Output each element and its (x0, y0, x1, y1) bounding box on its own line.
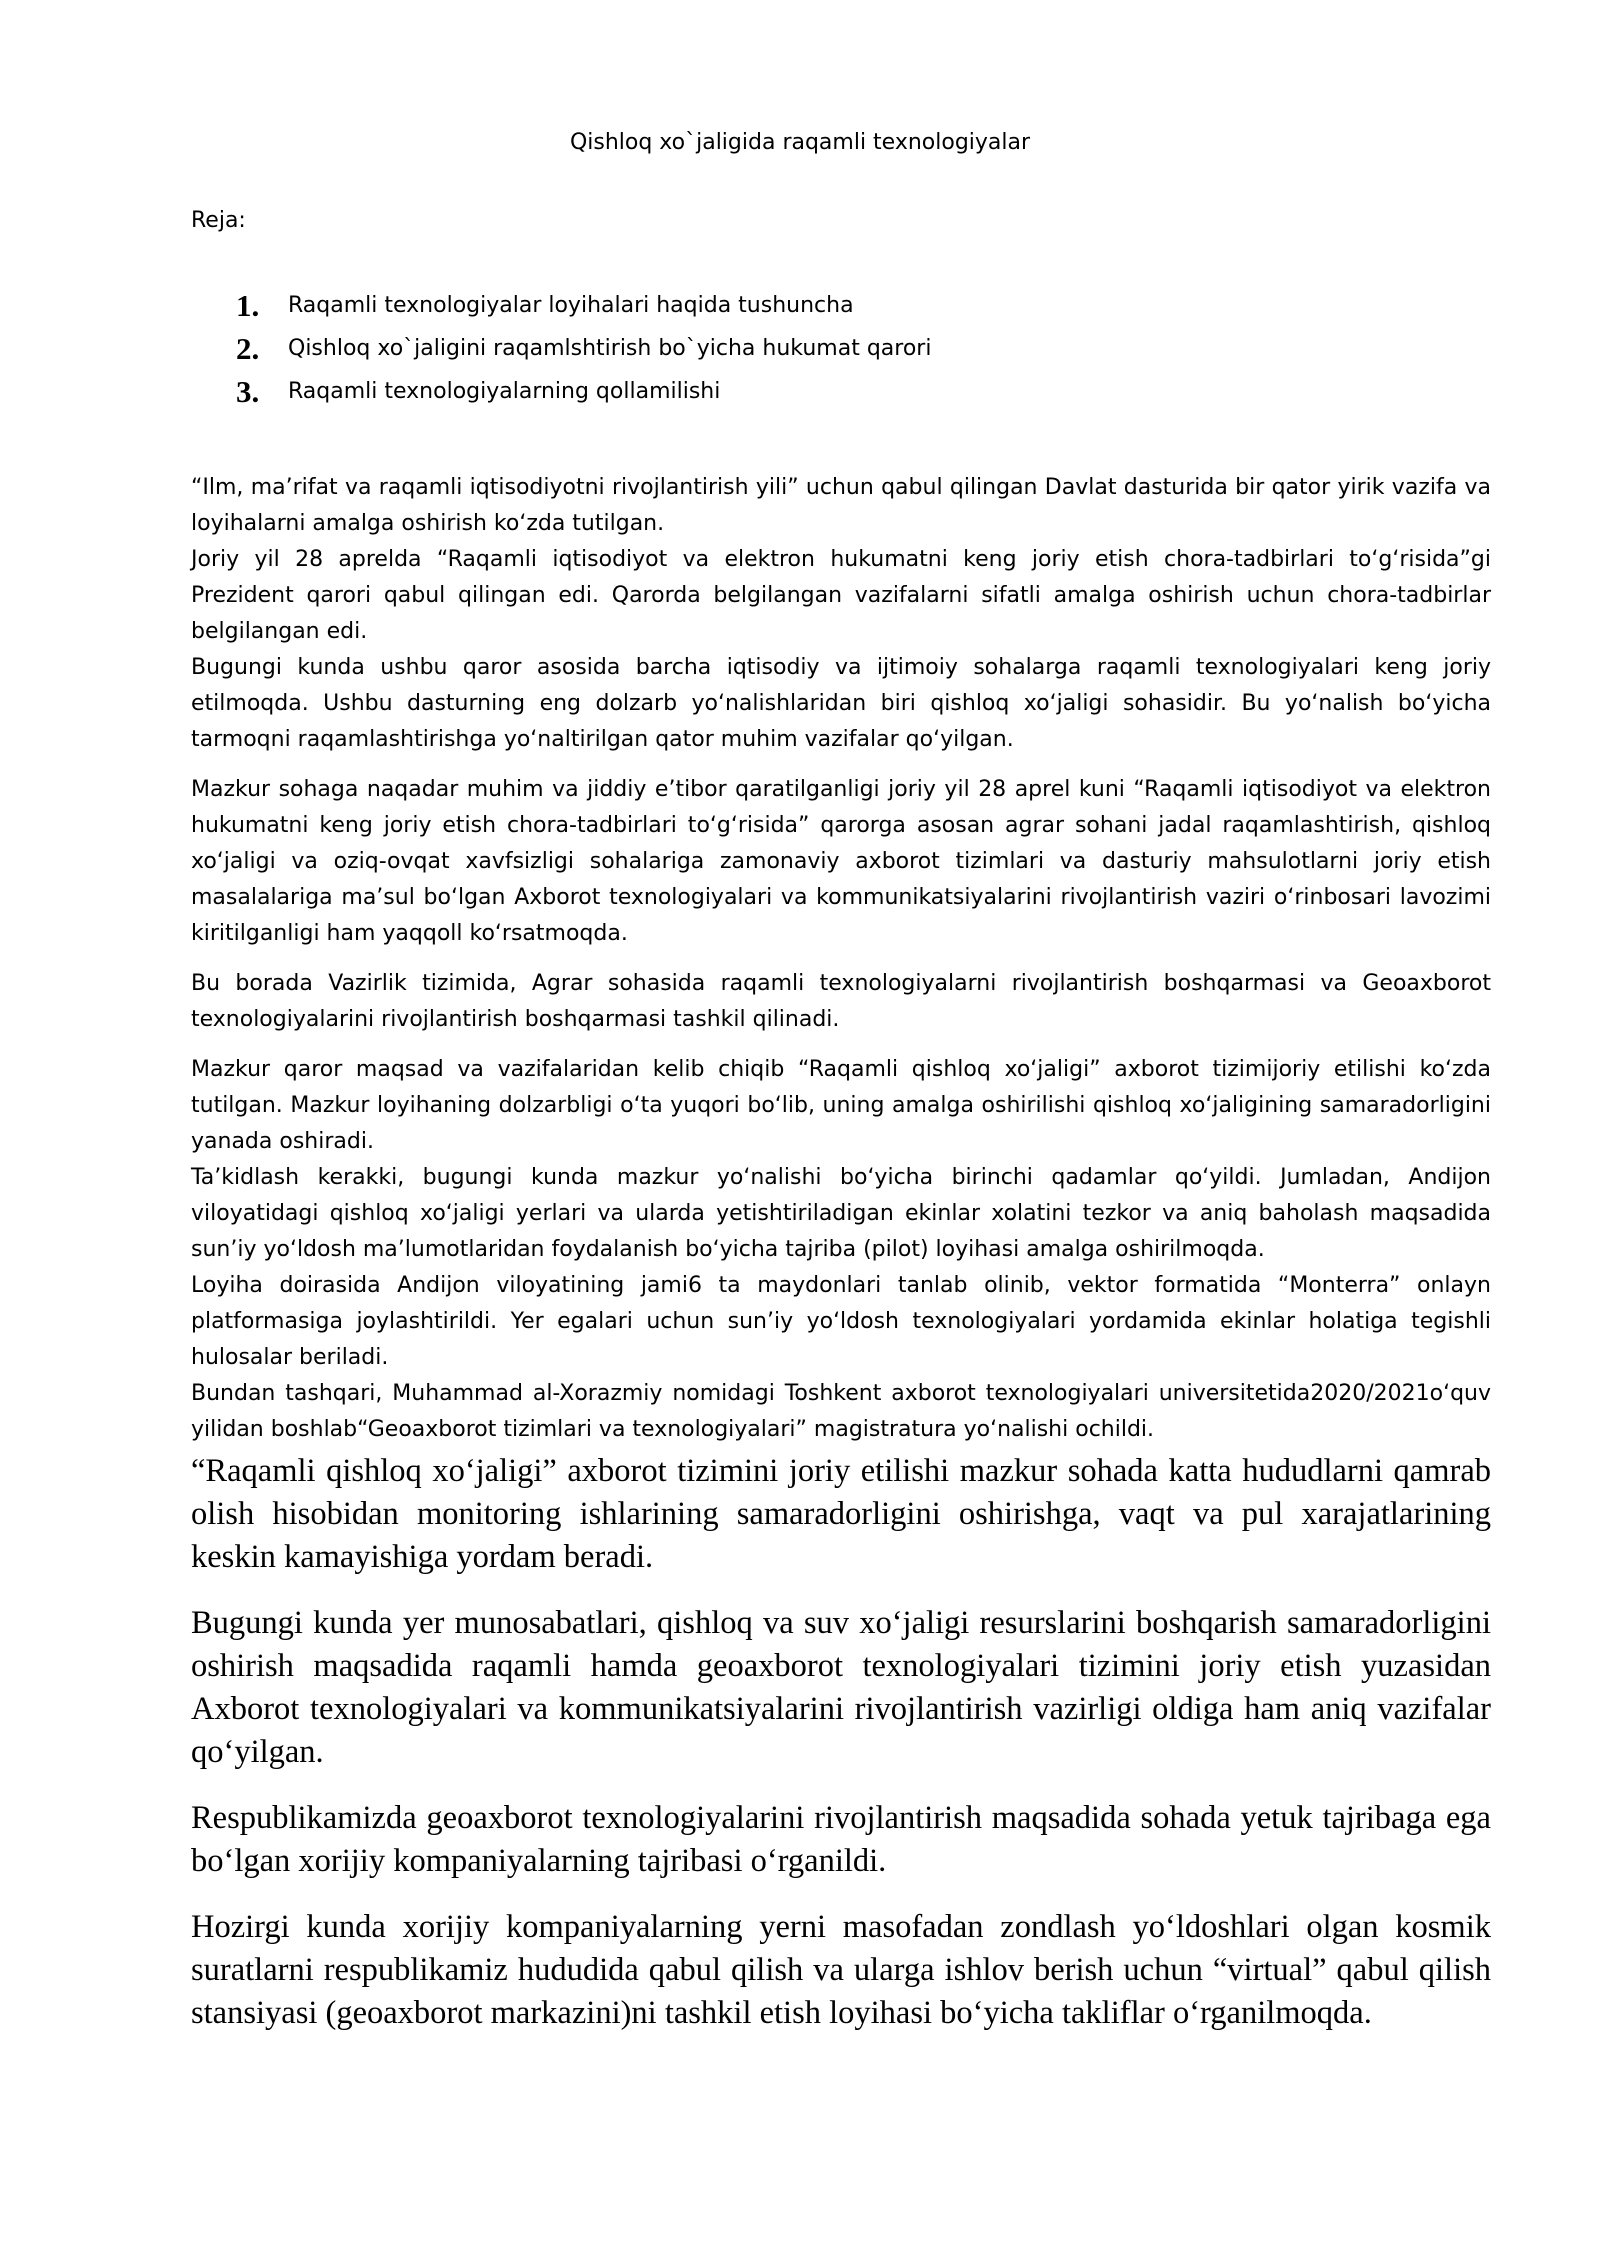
plan-item (236, 370, 931, 413)
body-paragraph: Mazkur sohaga naqadar muhim va jiddiy e’tibor qaratilganligi joriy yil 28 aprel kuni “Raqamli iqtisodiyot va elektron hukumatni keng joriy etish chora-tadbirlari to‘g‘risida” qarorga asosan agrar sohani jadal raqamlashtirish, qishloq xo‘jaligi va oziq-ovqat xavfsizligi sohalariga zamonaviy axborot tizimlari va dasturiy mahsulotlarni joriy etish masalalariga ma’sul bo‘lgan Axborot texnologiyalari va kommunikatsiyalarini rivojlantirish vaziri o‘rinbosari lavozimi kiritilganligi ham yaqqoll ko‘rsatmoqda. (191, 777, 1491, 946)
body-paragraph-large: Hozirgi kunda xorijiy kompaniyalarning yerni masofadan zondlash yo‘ldoshlari olgan kosmik suratlarni respublikamiz hududida qabul qilish va ularga ishlov berish uchun “virtual” qabul qilish stansiyasi (geoaxborot markazini)ni tashkil etish loyihasi bo‘yicha takliflar o‘rganilmoqda. (191, 1909, 1491, 2031)
document-title: Qishloq xo`jaligida raqamli texnologiyalar (569, 130, 1031, 155)
plan-item-number: 3. (236, 373, 260, 409)
body-paragraph: Bu borada Vazirlik tizimida, Agrar sohasida raqamli texnologiyalarni rivojlantirish boshqarmasi va Geoaxborot texnologiyalarini rivojlantirish boshqarmasi tashkil qilinadi. (191, 971, 1491, 1032)
body-paragraph: Ta’kidlash kerakki, bugungi kunda mazkur yo‘nalishi bo‘yicha birinchi qadamlar qo‘yildi. Jumladan, Andijon viloyatidagi qishloq xo‘jaligi yerlari va ularda yetishtiriladigan ekinlar xolatini tezkor va aniq baholash maqsadida sun’iy yo‘ldosh ma’lumotlaridan foydalanish bo‘yicha tajriba (pilot) loyihasi amalga oshirilmoqda. (191, 1165, 1491, 1262)
plan-list (236, 284, 931, 413)
body-paragraph-large: “Raqamli qishloq xo‘jaligi” axborot tizimini joriy etilishi mazkur sohada katta hududlarni qamrab olish hisobidan monitoring ishlarining samaradorligini oshirishga, vaqt va pul xarajatlarining keskin kamayishiga yordam beradi. (191, 1453, 1491, 1575)
body-paragraph: Loyiha doirasida Andijon viloyatining jami6 ta maydonlari tanlab olinib, vektor formatida “Monterra” onlayn platformasiga joylashtirildi. Yer egalari uchun sun’iy yo‘ldosh texnologiyalari yordamida ekinlar holatiga tegishli hulosalar beriladi. (191, 1273, 1491, 1370)
plan-item-text: Raqamli texnologiyalarning qollamilishi (288, 379, 721, 404)
plan-item-number: 2. (236, 330, 260, 366)
body-paragraph-large: Respublikamizda geoaxborot texnologiyalarini rivojlantirish maqsadida sohada yetuk tajribaga ega bo‘lgan xorijiy kompaniyalarning tajribasi o‘rganildi. (191, 1800, 1491, 1879)
body-paragraph-large: Bugungi kunda yer munosabatlari, qishloq va suv xo‘jaligi resurslarini boshqarish samaradorligini oshirish maqsadida raqamli hamda geoaxborot texnologiyalari tizimini joriy etish yuzasidan Axborot texnologiyalari va kommunikatsiyalarini rivojlantirish vazirligi oldiga ham aniq vazifalar qo‘yilgan. (191, 1605, 1491, 1770)
plan-item (236, 327, 931, 370)
body-paragraph: Mazkur qaror maqsad va vazifalaridan kelib chiqib “Raqamli qishloq xo‘jaligi” axborot tizimijoriy etilishi ko‘zda tutilgan. Mazkur loyihaning dolzarbligi o‘ta yuqori bo‘lib, uning amalga oshirilishi qishloq xo‘jaligining samaradorligini yanada oshiradi. (191, 1057, 1491, 1154)
document-body (191, 470, 1491, 2035)
plan-item-text: Qishloq xo`jaligini raqamlshtirish bo`yicha hukumat qarori (288, 336, 932, 361)
body-paragraph: Bugungi kunda ushbu qaror asosida barcha iqtisodiy va ijtimoiy sohalarga raqamli texnologiyalari keng joriy etilmoqda. Ushbu dasturning eng dolzarb yo‘nalishlaridan biri qishloq xo‘jaligi sohasidir. Bu yo‘nalish bo‘yicha tarmoqni raqamlashtirishga yo‘naltirilgan qator muhim vazifalar qo‘yilgan. (191, 655, 1491, 752)
plan-heading: Reja: (191, 208, 246, 233)
body-paragraph: Bundan tashqari, Muhammad al-Xorazmiy nomidagi Toshkent axborot texnologiyalari universitetida2020/2021o‘quv yilidan boshlab“Geoaxborot tizimlari va texnologiyalari” magistratura yo‘nalishi ochildi. (191, 1381, 1491, 1442)
body-paragraph: “Ilm, ma’rifat va raqamli iqtisodiyotni rivojlantirish yili” uchun qabul qilingan Davlat dasturida bir qator yirik vazifa va loyihalarni amalga oshirish ko‘zda tutilgan. (191, 475, 1491, 536)
plan-item-text: Raqamli texnologiyalar loyihalari haqida tushuncha (288, 293, 854, 318)
plan-item-number: 1. (236, 287, 260, 323)
body-paragraph: Joriy yil 28 aprelda “Raqamli iqtisodiyot va elektron hukumatni keng joriy etish chora-tadbirlari to‘g‘risida”gi Prezident qarori qabul qilingan edi. Qarorda belgilangan vazifalarni sifatli amalga oshirish uchun chora-tadbirlar belgilangan edi. (191, 547, 1491, 644)
plan-item (236, 284, 931, 327)
